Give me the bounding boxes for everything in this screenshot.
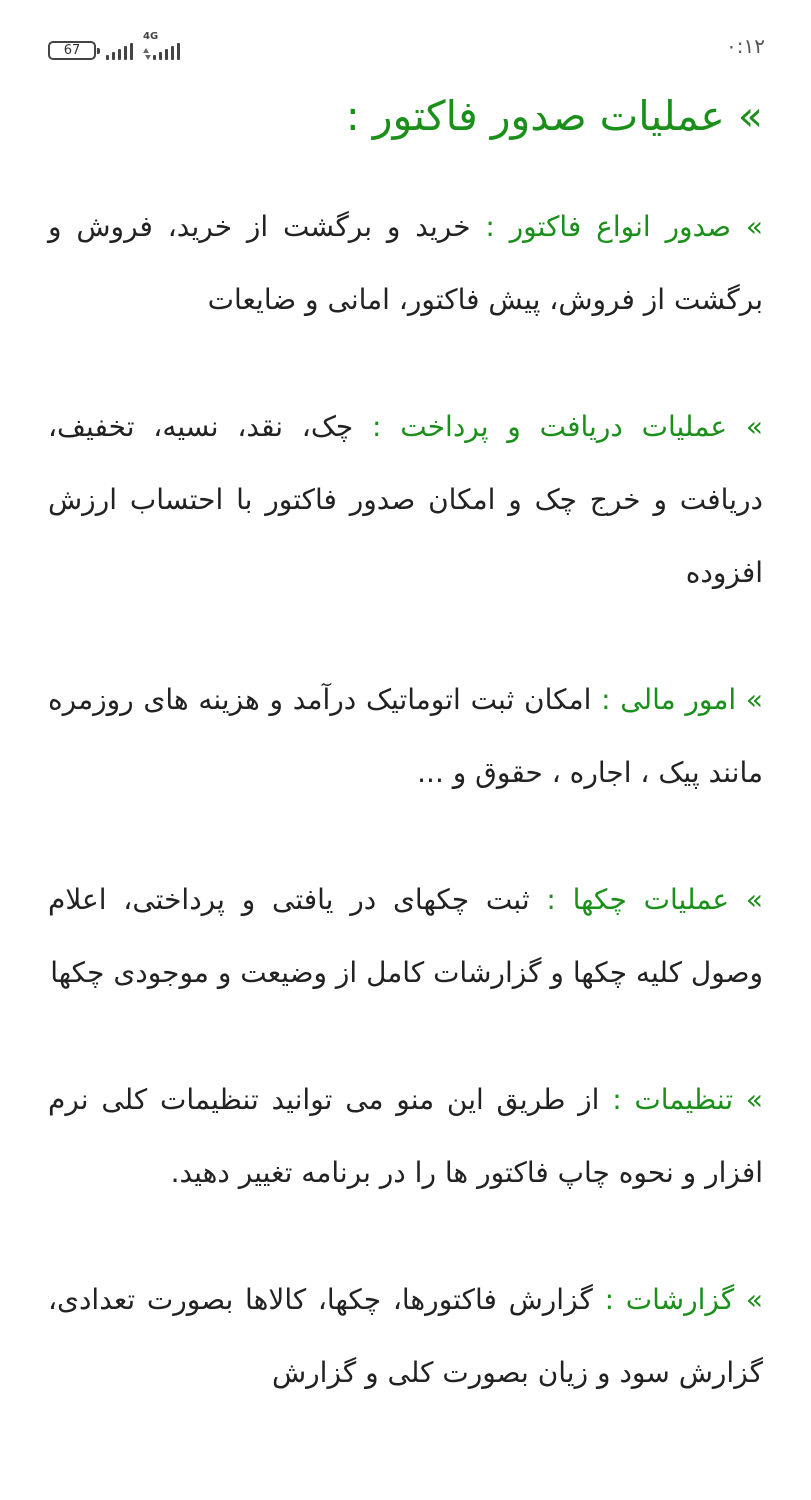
feature-item-finance: [48, 663, 763, 809]
clock: ۰:۱۲: [726, 34, 765, 58]
feature-text: خرید و برگشت از خرید، فروش و برگشت از فروش، پیش فاکتور، امانی و ضایعات: [48, 210, 763, 316]
feature-label: » امور مالی :: [601, 683, 763, 716]
feature-text: گزارش فاکتورها، چکها، کالاها بصورت تعدادی، گزارش سود و زیان بصورت کلی و گزارش: [48, 1283, 763, 1389]
feature-label: » عملیات چکها :: [546, 883, 764, 916]
feature-label: » صدور انواع فاکتور :: [485, 210, 764, 243]
signal-strength-4g-icon: [153, 42, 180, 60]
signal-strength-icon: [106, 42, 133, 60]
feature-item-payments: [48, 390, 763, 609]
article-content: [48, 80, 763, 1463]
page-title: » عملیات صدور فاکتور :: [345, 92, 763, 140]
feature-item-cheques: [48, 863, 763, 1009]
mobile-data-icon: [143, 31, 180, 60]
feature-item-reports: [48, 1263, 763, 1409]
data-activity-icon: [143, 48, 151, 60]
battery-level: 67: [63, 43, 81, 58]
feature-label: » تنظیمات :: [612, 1083, 764, 1116]
feature-text: چک، نقد، نسیه، تخفیف، دریافت و خرج چک و امکان صدور فاکتور با احتساب ارزش افزوده: [48, 410, 763, 589]
feature-label: » عملیات دریافت و پرداخت :: [372, 410, 764, 443]
status-icons: [48, 31, 180, 60]
status-bar: [48, 30, 765, 64]
feature-label: » گزارشات :: [604, 1283, 763, 1316]
network-type-label: 4G: [143, 31, 159, 42]
battery-icon: [48, 41, 96, 60]
feature-text: ثبت چکهای در یافتی و پرداختی، اعلام وصول کلیه چکها و گزارشات کامل از وضیعت و موجودی چکها: [48, 883, 763, 989]
feature-item-settings: [48, 1063, 763, 1209]
feature-text: از طریق این منو می توانید تنظیمات کلی نرم افزار و نحوه چاپ فاکتور ها را در برنامه تغییر دهید.: [48, 1083, 763, 1189]
feature-item-invoices: [48, 190, 763, 336]
feature-text: امکان ثبت اتوماتیک درآمد و هزینه های روزمره مانند پیک ، اجاره ، حقوق و ...: [48, 683, 763, 789]
